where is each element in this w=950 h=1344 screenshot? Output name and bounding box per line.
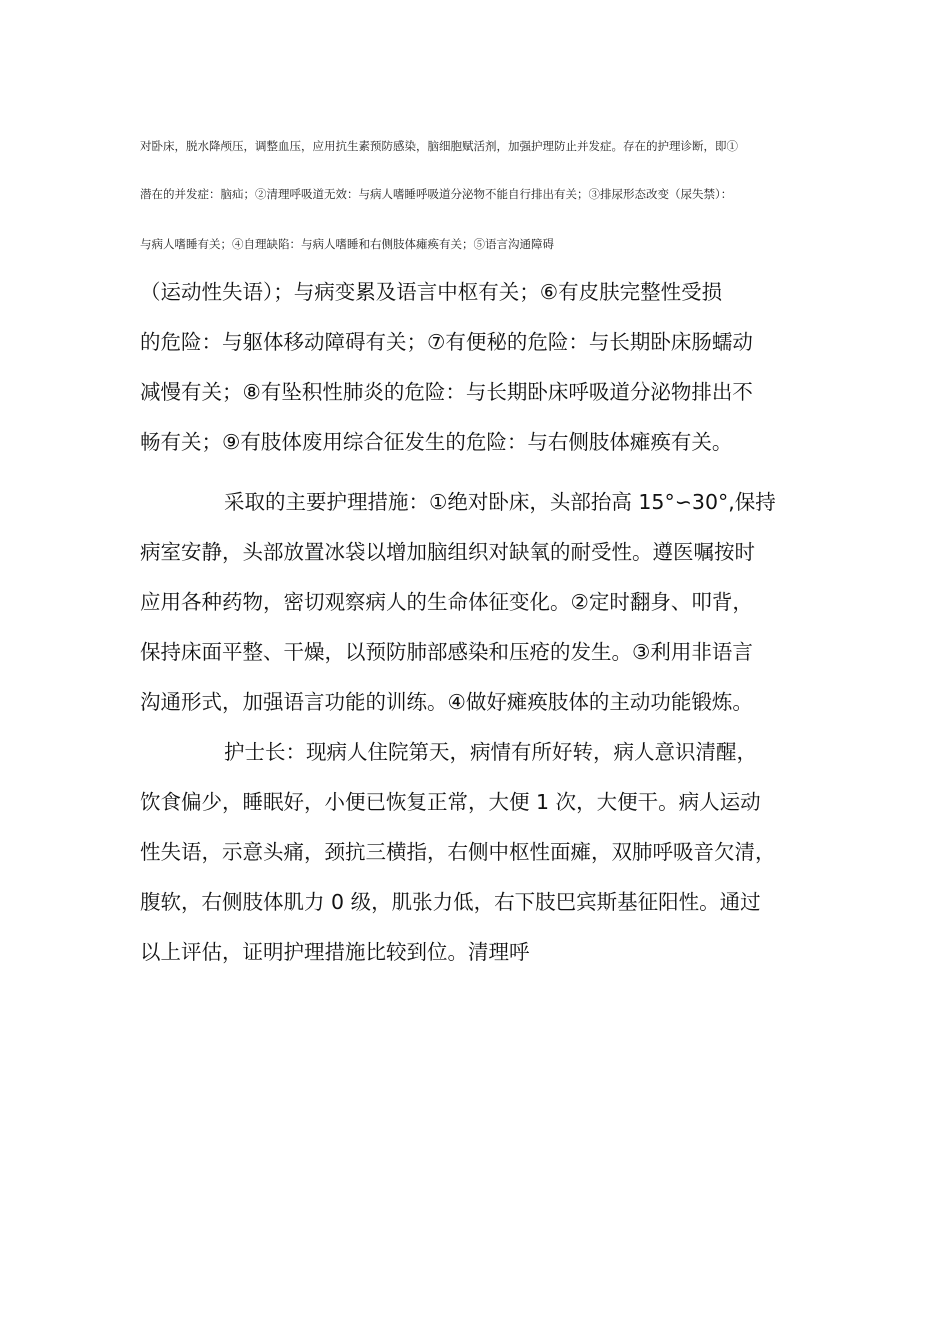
paragraph3-line-4: 腹软，右侧肢体肌力 0 级，肌张力低，右下肢巴宾斯基征阳性。通过: [140, 890, 761, 914]
paragraph2-line-2: 病室安静，头部放置冰袋以增加脑组织对缺氧的耐受性。遵医嘱按时: [140, 540, 755, 564]
small-text-line-1: 对卧床，脱水降颅压，调整血压，应用抗生素预防感染，脑细胞赋活剂，加强护理防止并发症。存在的护理诊断，即①: [140, 139, 738, 153]
paragraph1-line-3: 减慢有关；⑧有坠积性肺炎的危险：与长期卧床呼吸道分泌物排出不: [140, 380, 753, 404]
paragraph3-line-3: 性失语，示意头痛，颈抗三横指，右侧中枢性面瘫，双肺呼吸音欠清，: [140, 840, 776, 864]
small-text-line-3: 与病人嗜睡有关；④自理缺陷：与病人嗜睡和右侧肢体瘫痪有关；⑤语言沟通障碍: [140, 237, 554, 251]
paragraph1-line-1: （运动性失语）；与病变累及语言中枢有关；⑥有皮肤完整性受损: [140, 280, 723, 304]
paragraph1-line-2: 的危险：与躯体移动障碍有关；⑦有便秘的危险：与长期卧床肠蠕动: [140, 330, 753, 354]
paragraph2-line-5: 沟通形式，加强语言功能的训练。④做好瘫痪肢体的主动功能锻炼。: [140, 690, 753, 714]
paragraph3-line-5: 以上评估，证明护理措施比较到位。清理呼: [140, 940, 530, 964]
paragraph2-line-4: 保持床面平整、干燥，以预防肺部感染和压疮的发生。③利用非语言: [140, 640, 753, 664]
paragraph2-line-3: 应用各种药物，密切观察病人的生命体征变化。②定时翻身、叩背，: [140, 590, 753, 614]
paragraph1-line-4: 畅有关；⑨有肢体废用综合征发生的危险：与右侧肢体瘫痪有关。: [140, 430, 733, 454]
paragraph3-line-1: 护士长：现病人住院第天，病情有所好转，病人意识清醒，: [224, 740, 757, 764]
paragraph2-line-1: 采取的主要护理措施：①绝对卧床，头部抬高 15°∽30°,保持: [224, 490, 776, 514]
paragraph3-line-2: 饮食偏少，睡眠好，小便已恢复正常，大便 1 次，大便干。病人运动: [140, 790, 761, 814]
small-text-line-2: 潜在的并发症：脑疝；②清理呼吸道无效：与病人嗜睡呼吸道分泌物不能自行排出有关；③排尿形态改变（尿失禁）：: [140, 187, 733, 201]
